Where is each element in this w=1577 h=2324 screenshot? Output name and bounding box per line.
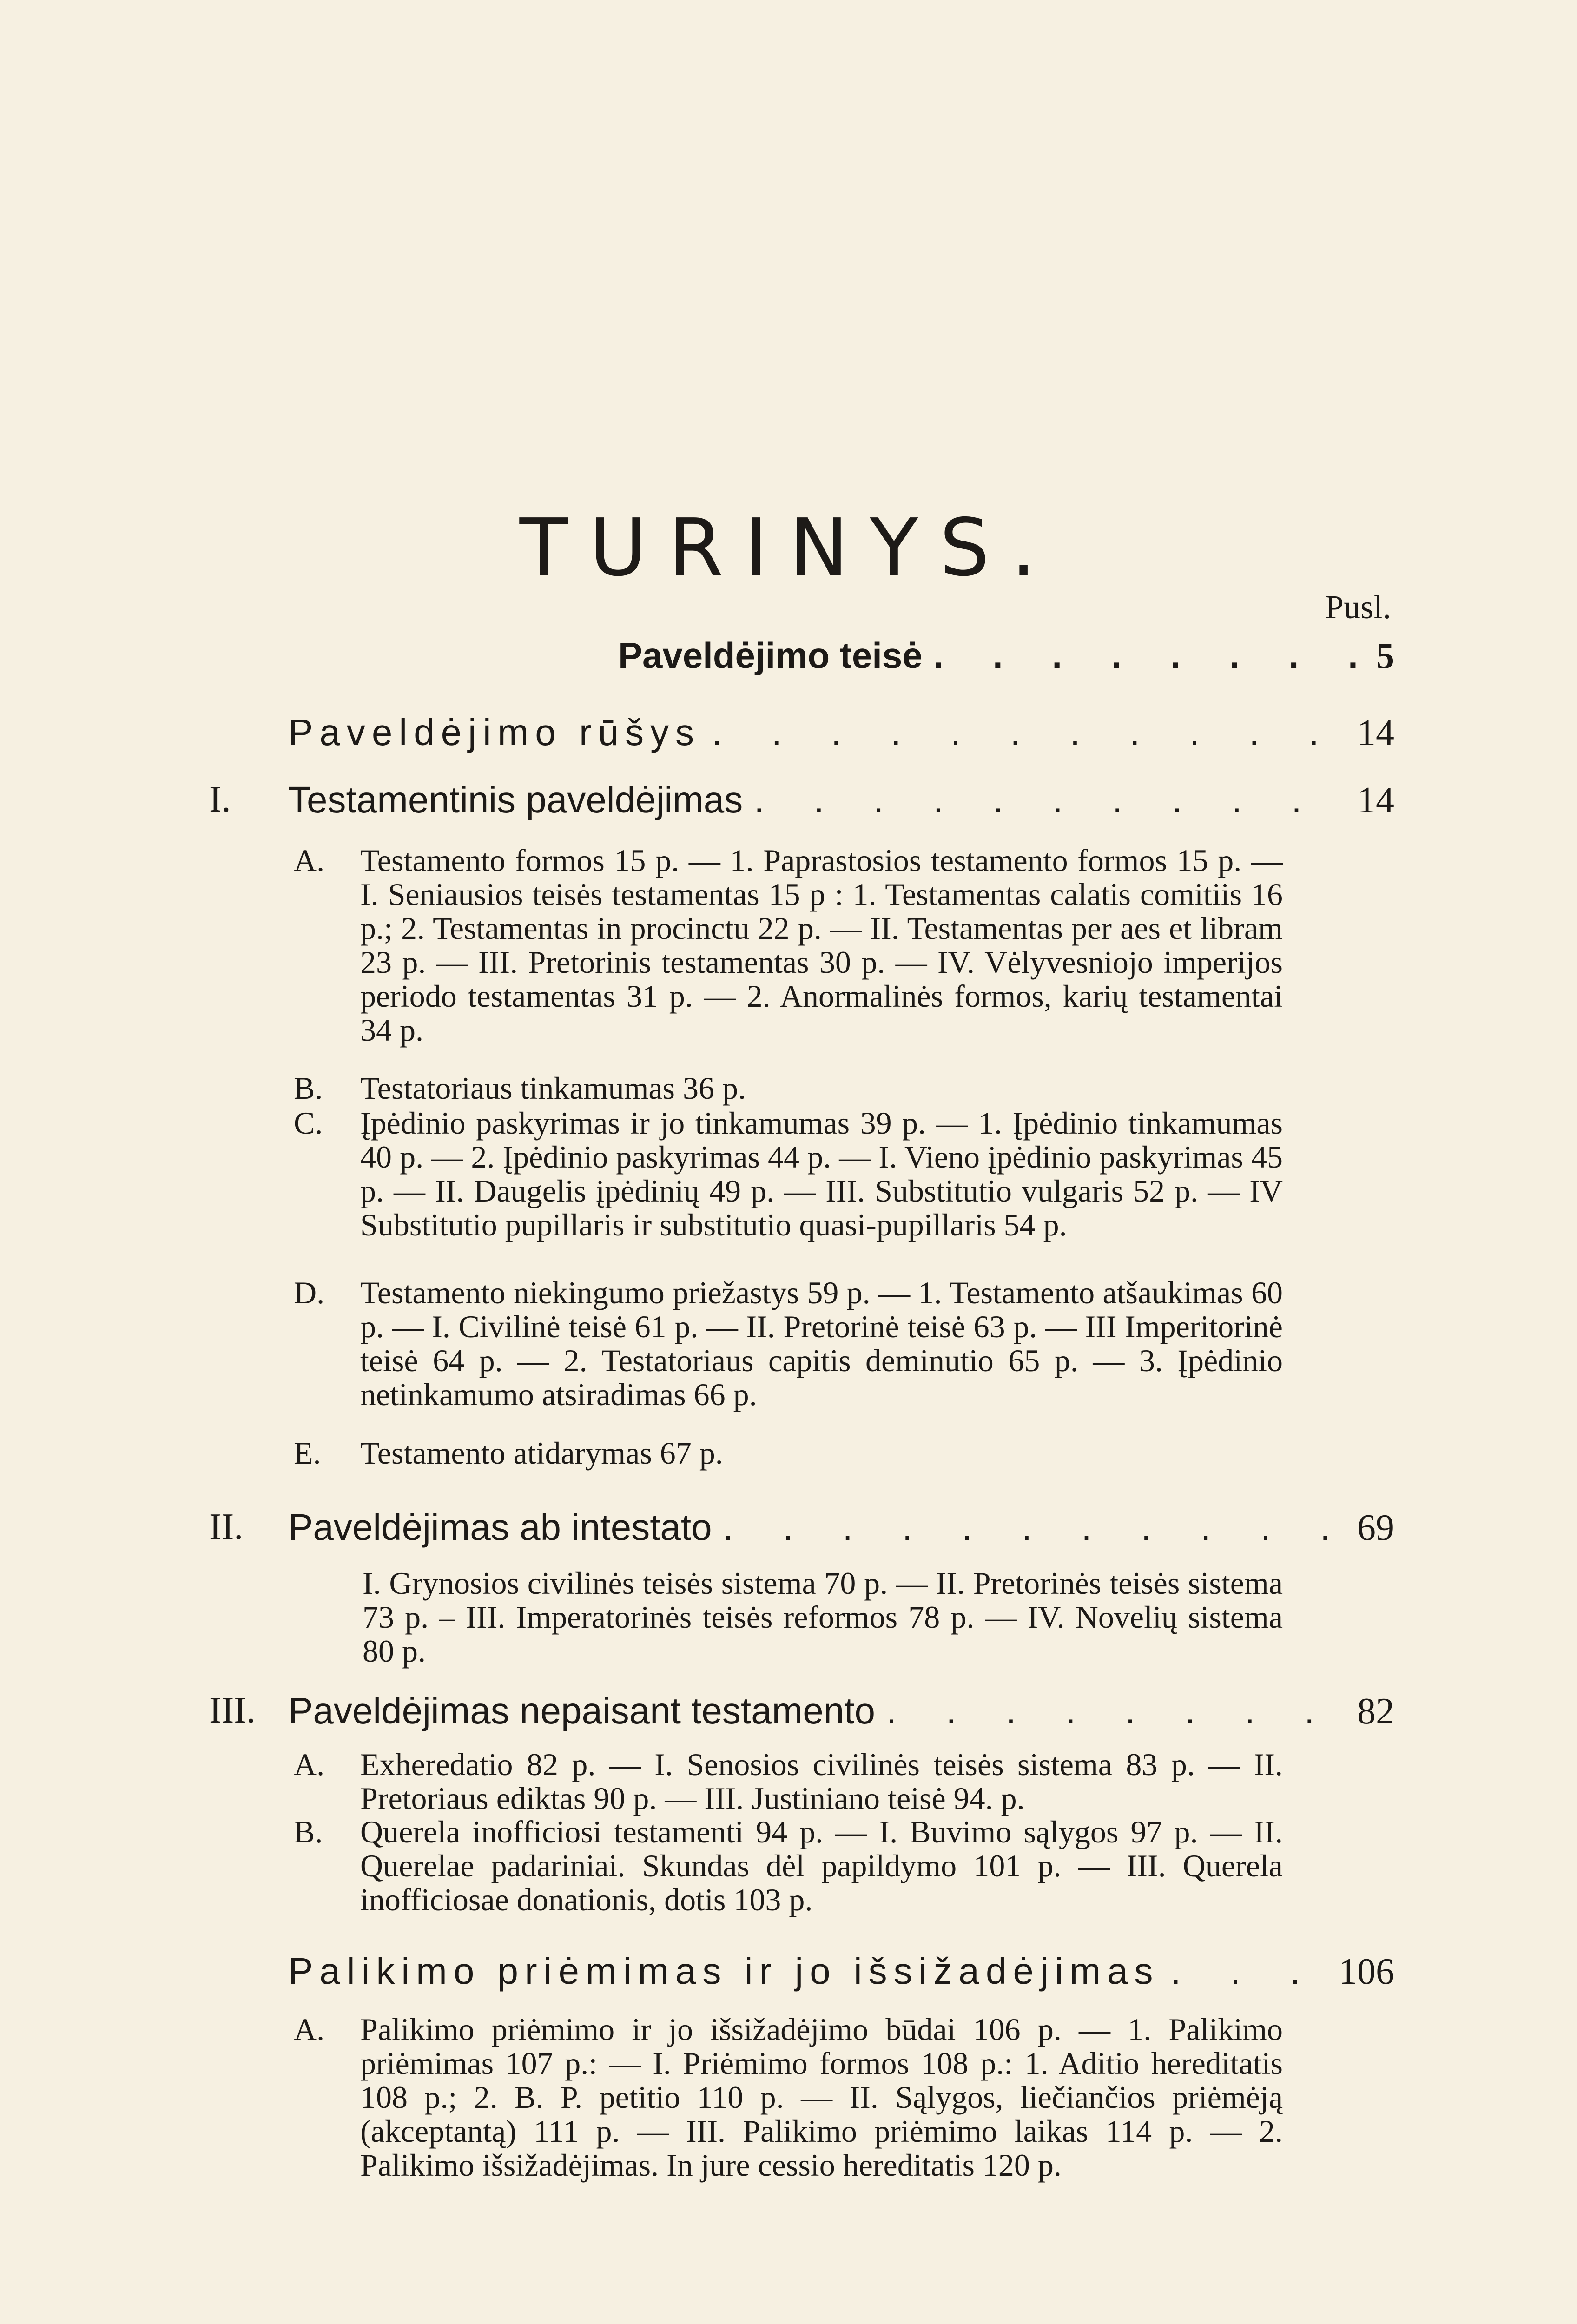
subsection-text: Testatoriaus tinkamumas 36 p. bbox=[360, 1070, 746, 1106]
subsection-text: Testamento formos 15 p. — 1. Paprastosios testamento formos 15 p. — I. Seniausios teisės testamentas 15 p : 1. Testamentas calatis comitiis 16 p.; 2. Testamentas in procinctu 22 p. — II. Testamentas per aes et libram 23 p. — III. Pretorinis testamentas 30 p. — IV. Vėlyvesniojo imperijos periodo testamentas 31 p. — 2. Anormalinės formos, karių testamentai 34 p. bbox=[360, 843, 1283, 1048]
subsection-letter: A. bbox=[294, 1747, 325, 1782]
leader-dots bbox=[1160, 1950, 1329, 1993]
leader-dots bbox=[700, 711, 1348, 754]
subsection-letter: B. bbox=[294, 1070, 323, 1106]
subsection-e bbox=[294, 1435, 1283, 1471]
leader-dots bbox=[712, 1506, 1348, 1549]
subsection-text: Querela inofficiosi testamenti 94 p. — I. Buvimo sąlygos 97 p. — II. Querelae padariniai. Skundas dėl papildymo 101 p. — III. Querela inofficiosae donationis, dotis 103 p. bbox=[360, 1814, 1283, 1917]
toc-entry-label: Testamentinis paveldėjimas bbox=[288, 779, 743, 820]
subsection-letter: E. bbox=[294, 1435, 321, 1471]
subsection-text: Testamento niekingumo priežastys 59 p. — 1. Testamento atšaukimas 60 p. — I. Civilinė teisė 61 p. — II. Pretorinė teisė 63 p. — III Imperitorinė teisė 64 p. — 2. Testatoriaus capitis deminutio 65 p. — 3. Įpėdinio netinkamumo atsiradimas 66 p. bbox=[360, 1275, 1283, 1412]
toc-entry-page: 82 bbox=[1357, 1691, 1394, 1732]
subsection-a-budai bbox=[294, 2012, 1283, 2183]
toc-entry-page: 14 bbox=[1357, 780, 1394, 821]
toc-entry-page: 5 bbox=[1376, 635, 1394, 676]
leader-dots bbox=[743, 779, 1348, 821]
subsection-c bbox=[294, 1105, 1283, 1242]
toc-entry-number: I. bbox=[209, 779, 231, 820]
subsection-letter: A. bbox=[294, 2012, 325, 2047]
leader-dots bbox=[923, 634, 1367, 677]
subsection-d bbox=[294, 1275, 1283, 1412]
subsection-b bbox=[294, 1070, 1283, 1106]
toc-entry-nepaisant[interactable] bbox=[209, 1690, 1394, 1741]
subsection-a-exheredatio bbox=[294, 1747, 1283, 1816]
toc-entry-page: 106 bbox=[1339, 1951, 1394, 1992]
toc-entry-priemimas[interactable] bbox=[288, 1950, 1394, 2001]
toc-entry-label: Paveldėjimas nepaisant testamento bbox=[288, 1690, 875, 1731]
toc-entry-label: Paveldėjimo rūšys bbox=[288, 712, 701, 753]
subsection-a bbox=[294, 843, 1283, 1048]
subsection-letter: C. bbox=[294, 1105, 323, 1141]
toc-entry-ab-intestato[interactable] bbox=[209, 1506, 1394, 1557]
toc-entry-paveldejimo-teise[interactable] bbox=[618, 634, 1394, 686]
toc-entry-rusys[interactable] bbox=[288, 711, 1394, 762]
subsection-text: Exheredatio 82 p. — I. Senosios civilinės teisės sistema 83 p. — II. Pretoriaus ediktas 90 p. — III. Justiniano teisė 94. p. bbox=[360, 1747, 1283, 1816]
toc-entry-number: III. bbox=[209, 1690, 256, 1731]
toc-entry-label: Palikimo priėmimas ir jo išsižadėjimas bbox=[288, 1950, 1160, 1992]
subsection-text: Testamento atidarymas 67 p. bbox=[360, 1435, 723, 1471]
subsection-text: Įpėdinio paskyrimas ir jo tinkamumas 39 p. — 1. Įpėdinio tinkamumas 40 p. — 2. Įpėdinio paskyrimas 44 p. — I. Vieno įpėdinio paskyrimas 45 p. — II. Daugelis įpėdinių 49 p. — III. Substitutio vulgaris 52 p. — IV Substitutio pupillaris ir substitutio quasi-pupillaris 54 p. bbox=[360, 1105, 1283, 1242]
toc-entry-testamentinis[interactable] bbox=[209, 779, 1394, 830]
subsection-letter: D. bbox=[294, 1275, 325, 1310]
toc-entry-page: 69 bbox=[1357, 1507, 1394, 1548]
leader-dots bbox=[875, 1690, 1348, 1732]
subsection-b-querela bbox=[294, 1814, 1283, 1917]
page-column-label: Pusl. bbox=[1325, 588, 1391, 626]
toc-entry-page: 14 bbox=[1357, 713, 1394, 753]
subsection-letter: B. bbox=[294, 1814, 323, 1849]
subsection-letter: A. bbox=[294, 843, 325, 878]
toc-entry-label: Paveldėjimo teisė bbox=[618, 635, 923, 676]
toc-entry-label: Paveldėjimas ab intestato bbox=[288, 1506, 712, 1548]
toc-entry-number: II. bbox=[209, 1506, 244, 1547]
subsection-text: I. Grynosios civilinės teisės sistema 70 p. — II. Pretorinės teisės sistema 73 p. – III. Imperatorinės teisės reformos 78 p. — IV. Novelių sistema 80 p. bbox=[363, 1565, 1283, 1669]
subsection-intestato bbox=[297, 1566, 1283, 1668]
page-title: TURINYS. bbox=[519, 502, 1058, 594]
subsection-text: Palikimo priėmimo ir jo išsižadėjimo būdai 106 p. — 1. Palikimo priėmimas 107 p.: — I. Priėmimo formos 108 p.: 1. Aditio hereditatis 108 p.; 2. B. P. petitio 110 p. — II. Sąlygos, liečiančios priėmėją (akceptantą) 111 p. — III. Palikimo priėmimo laikas 114 p. — 2. Palikimo išsižadėjimas. In jure cessio hereditatis 120 p. bbox=[360, 2012, 1283, 2183]
